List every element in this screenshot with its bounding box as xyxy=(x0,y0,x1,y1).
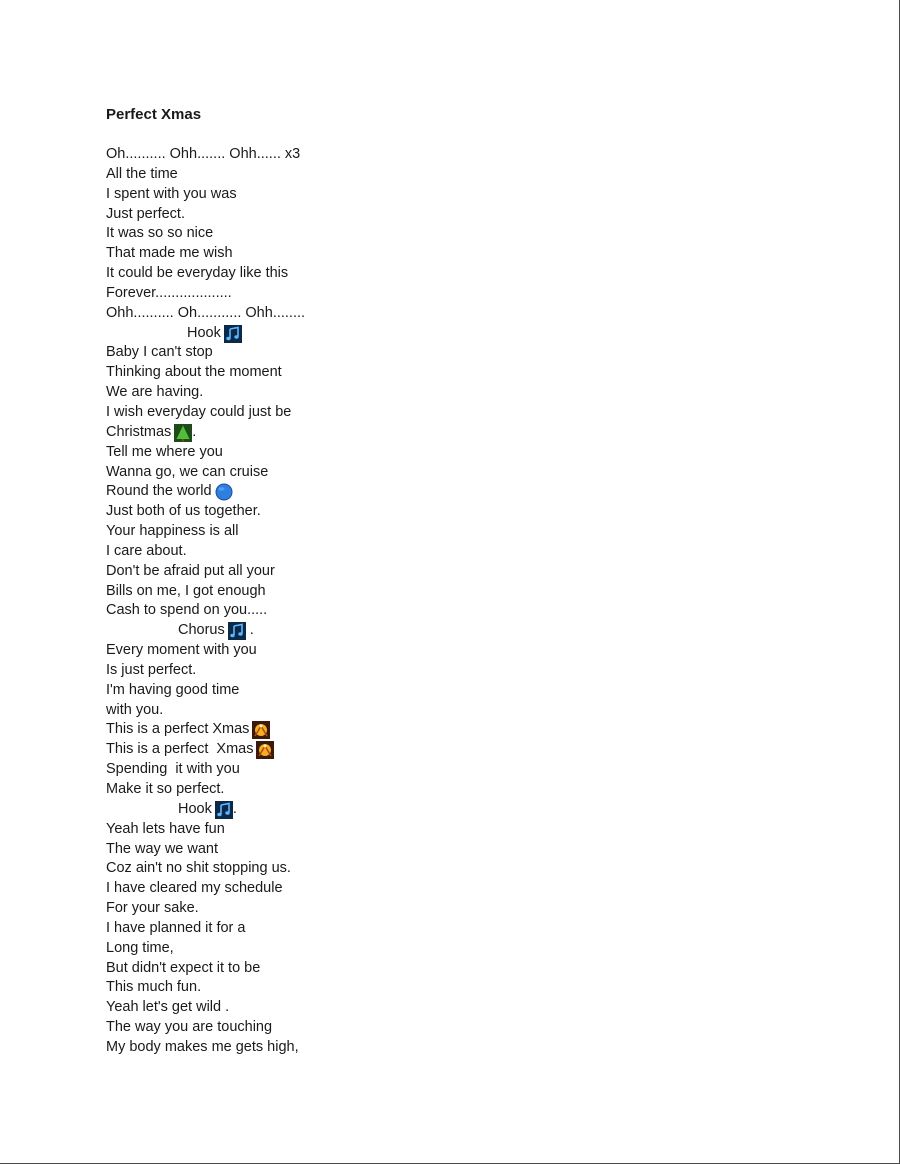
lyric-text: Oh.......... Ohh....... Ohh...... x3 xyxy=(106,146,301,162)
lyric-line xyxy=(106,780,305,800)
lyric-line xyxy=(106,919,305,939)
lyric-text: Bills on me, I got enough xyxy=(106,582,266,599)
gift-icon xyxy=(252,721,270,739)
lyric-trailing-punctuation: . xyxy=(232,800,237,817)
lyric-text: Just both of us together. xyxy=(106,503,261,520)
lyric-line xyxy=(106,343,305,363)
lyric-line xyxy=(106,859,305,879)
section-marker-line xyxy=(106,324,305,344)
lyric-line xyxy=(106,820,305,840)
lyric-line xyxy=(106,760,305,780)
lyric-text: Baby I can't stop xyxy=(106,344,213,361)
lyric-line xyxy=(106,502,305,522)
music-note-icon xyxy=(224,325,242,343)
lyric-line xyxy=(106,304,305,324)
lyric-line xyxy=(106,542,305,562)
lyric-line xyxy=(106,740,305,760)
lyric-line xyxy=(106,1018,305,1038)
lyric-text: This is a perfect Xmas xyxy=(106,721,250,738)
lyric-text: Ohh.......... Oh........... Ohh........ xyxy=(106,304,306,321)
lyric-line xyxy=(106,145,305,165)
lyric-line xyxy=(106,998,305,1018)
lyric-text: Yeah let's get wild . xyxy=(106,999,230,1016)
lyric-trailing-punctuation: . xyxy=(245,622,254,639)
lyric-text: It could be everyday like this xyxy=(106,265,289,282)
lyric-text: Is just perfect. xyxy=(106,661,197,678)
lyric-text: Just perfect. xyxy=(106,205,185,222)
lyric-text: I spent with you was xyxy=(106,185,237,202)
lyric-line xyxy=(106,224,305,244)
lyric-line xyxy=(106,482,305,502)
lyric-line xyxy=(106,205,305,225)
lyric-text: I have cleared my schedule xyxy=(106,880,283,897)
lyric-text: Yeah lets have fun xyxy=(106,820,225,837)
lyric-line xyxy=(106,661,305,681)
lyric-line xyxy=(106,284,305,304)
lyric-text: I care about. xyxy=(106,542,187,559)
document-title: Perfect Xmas xyxy=(106,106,202,123)
lyric-text: Chorus xyxy=(178,622,225,639)
lyric-text: For your sake. xyxy=(106,900,199,917)
lyric-line xyxy=(106,165,305,185)
lyric-text: Round the world xyxy=(106,483,212,500)
lyric-line xyxy=(106,383,305,403)
lyric-text: I'm having good time xyxy=(106,681,240,698)
lyric-text: The way we want xyxy=(106,840,219,857)
gift-icon xyxy=(256,741,274,759)
lyric-line xyxy=(106,522,305,542)
lyric-line xyxy=(106,601,305,621)
lyric-line xyxy=(106,423,305,443)
lyric-text: This much fun. xyxy=(106,979,202,996)
globe-icon xyxy=(215,483,233,501)
lyric-line xyxy=(106,363,305,383)
lyric-text: We are having. xyxy=(106,384,204,401)
lyric-line xyxy=(106,443,305,463)
lyric-text: Don't be afraid put all your xyxy=(106,562,275,579)
lyric-text: Wanna go, we can cruise xyxy=(106,463,269,480)
lyric-line xyxy=(106,185,305,205)
lyric-text: I wish everyday could just be xyxy=(106,403,292,420)
lyric-line xyxy=(106,264,305,284)
lyric-text: It was so so nice xyxy=(106,225,214,242)
lyric-line xyxy=(106,562,305,582)
lyric-text: Hook xyxy=(187,324,221,341)
lyric-line xyxy=(106,959,305,979)
lyric-text: Coz ain't no shit stopping us. xyxy=(106,860,291,877)
lyric-trailing-punctuation: . xyxy=(192,423,197,440)
lyric-text: with you. xyxy=(106,701,164,718)
lyric-line xyxy=(106,978,305,998)
lyric-line xyxy=(106,879,305,899)
lyric-text: I have planned it for a xyxy=(106,919,246,936)
lyric-text: Cash to spend on you..... xyxy=(106,602,268,619)
music-note-icon xyxy=(215,801,233,819)
section-marker-line xyxy=(106,621,305,641)
lyric-text: Thinking about the moment xyxy=(106,364,282,381)
lyric-line xyxy=(106,701,305,721)
section-marker-line xyxy=(106,800,305,820)
lyric-line xyxy=(106,403,305,423)
lyric-line xyxy=(106,939,305,959)
lyric-line xyxy=(106,720,305,740)
music-note-icon xyxy=(228,622,246,640)
lyric-text: Long time, xyxy=(106,939,174,956)
lyric-text: The way you are touching xyxy=(106,1019,273,1036)
lyric-line xyxy=(106,1038,305,1058)
lyric-line xyxy=(106,840,305,860)
lyric-text: Hook xyxy=(178,800,212,817)
lyric-text: Christmas xyxy=(106,423,172,440)
lyric-text: Forever................... xyxy=(106,284,232,301)
lyric-text: Your happiness is all xyxy=(106,523,239,540)
lyric-line xyxy=(106,582,305,602)
lyric-text: But didn't expect it to be xyxy=(106,959,261,976)
lyric-text: Every moment with you xyxy=(106,642,257,659)
christmas-tree-icon xyxy=(174,424,192,442)
lyric-line xyxy=(106,641,305,661)
lyric-text: All the time xyxy=(106,165,178,182)
lyric-line xyxy=(106,463,305,483)
lyric-text: Tell me where you xyxy=(106,443,223,460)
lyric-text: That made me wish xyxy=(106,245,233,262)
lyric-text: This is a perfect Xmas xyxy=(106,741,254,758)
lyric-line xyxy=(106,244,305,264)
lyric-text: Spending it with you xyxy=(106,761,240,778)
lyrics-list xyxy=(106,145,305,1058)
lyric-text: Make it so perfect. xyxy=(106,781,225,797)
lyric-text: My body makes me gets high, xyxy=(106,1038,299,1055)
lyric-line xyxy=(106,899,305,919)
lyric-line xyxy=(106,681,305,701)
